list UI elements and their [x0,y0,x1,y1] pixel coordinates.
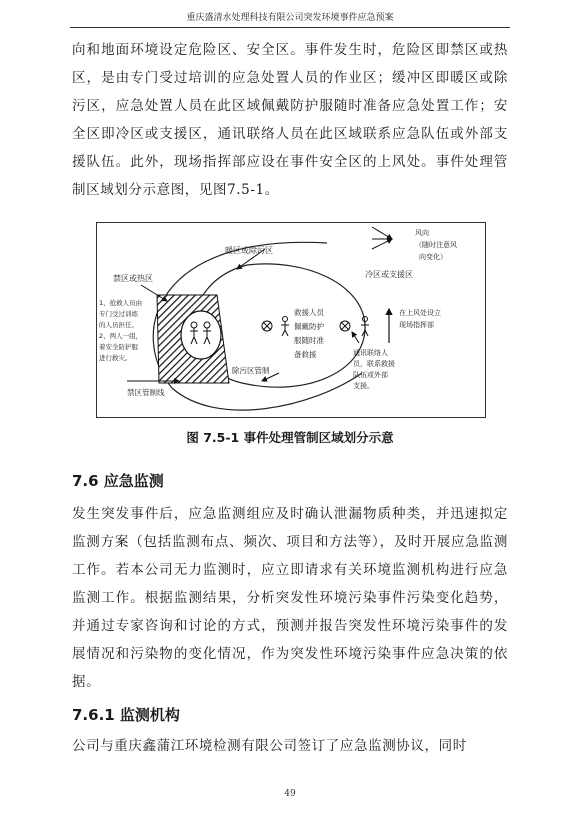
zone-diagram [96,222,486,418]
page-number: 49 [284,789,296,799]
decon-control-label: 除污区管制 [232,366,270,375]
comm-label-4: 支援。 [353,382,374,390]
wind-label-2: （随时注意风 [415,241,457,249]
comm-label-3: 队伍或外部 [353,371,388,379]
hot-note-1: 1、抢救人员由 [99,299,143,307]
header-rule [70,27,510,28]
checkpoint-icon-2 [340,321,350,331]
incident-circle [181,311,221,359]
wind-label-3: 向变化） [419,253,447,261]
rescue-person-icon [281,317,289,337]
hot-zone-pointer [141,285,167,301]
command-label-1: 在上风处设立 [399,309,441,317]
comm-pointer [352,332,359,343]
hot-note-6: 进行救灾。 [99,354,132,362]
hot-note-3: 的人员担任。 [99,321,138,329]
section-heading-7-6-1: 7.6.1 监测机构 [72,706,180,724]
rescue-label-3: 服随时准 [294,336,324,345]
hot-control-label: 禁区管制线 [127,388,165,397]
rescue-label-4: 备救援 [294,350,317,359]
cold-zone-label: 冷区或支援区 [365,270,413,279]
paragraph-monitoring: 发生突发事件后，应急监测组应及时确认泄漏物质种类，并迅速拟定监测方案（包括监测布点、频次、项目和方法等），及时开展应急监测工作。若本公司无力监测时，应立即请求有关环境监测机构进行应急监测工作。根据监测结果，分析突发性环境污染事件污染变化趋势，并通过专家咨询和讨论的方式，预测并报告突发性环境污染事件的发展情况和污染物的变化情况，作为突发性环境污染事件应急决策的依据。 [72,506,508,690]
hot-note-5: 着安全防护服 [99,343,138,351]
paragraph-agency: 公司与重庆鑫蒲江环境检测有限公司签订了应急监测协议，同时 [72,738,467,754]
comm-label-2: 员，联系救援 [353,360,395,368]
comm-label-1: 通讯联络人 [353,349,388,357]
hot-note-2: 专门受过训练 [99,310,138,318]
rescue-label-2: 佩戴防护 [294,322,324,331]
warm-zone-label: 暖区或除污区 [225,246,273,255]
command-label-2: 现场指挥部 [399,321,434,329]
hot-zone-label: 禁区或热区 [113,274,153,283]
rescue-label-1: 救援人员 [294,308,324,317]
wind-arrow-1 [372,227,392,239]
zone-diagram-svg [97,223,487,419]
checkpoint-icon-1 [262,321,272,331]
wind-arrow-3 [372,239,392,249]
section-heading-7-6: 7.6 应急监测 [72,472,164,490]
paragraph-zones: 向和地面环境设定危险区、安全区。事件发生时，危险区即禁区或热区，是由专门受过培训的应急处置人员的作业区；缓冲区即暖区或除污区，应急处置人员在此区域佩戴防护服随时准备应急处置工作；安全区即冷区或支援区，通讯联络人员在此区域联系应急队伍或外部支援队伍。此外，现场指挥部应设在事件安全区的上风处。事件处理管制区域划分示意图，见图7.5-1。 [72,42,508,198]
hot-note-4: 2、两人一组， [99,332,143,340]
page-header: 重庆盛清水处理科技有限公司突发环境事件应急预案 [186,13,394,23]
wind-label-1: 风向 [415,229,429,237]
figure-caption: 图 7.5-1 事件处理管制区域划分示意 [186,430,394,445]
